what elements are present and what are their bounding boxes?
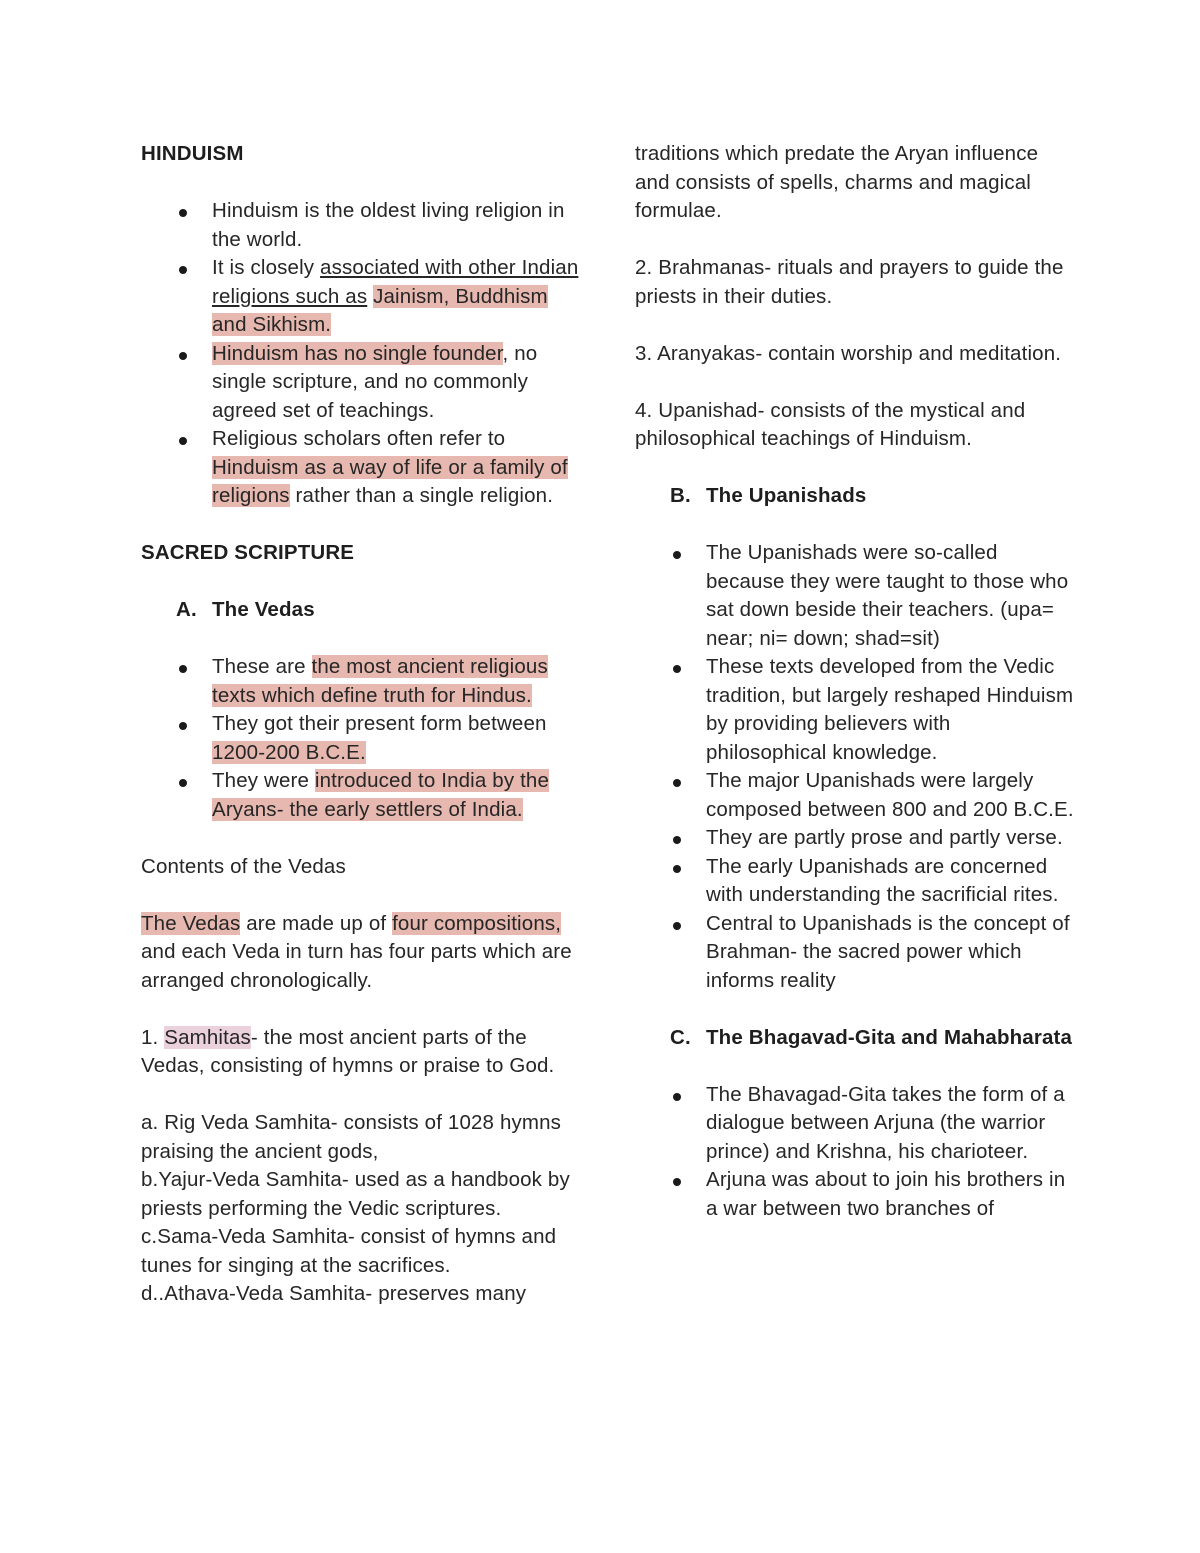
underlined-text: associated with other Indian religions such as [212, 256, 579, 308]
paragraph: 3. Aranyakas- contain worship and meditation. [635, 341, 1062, 365]
list-item: Hinduism has no single founder, no single scripture, and no commonly agreed set of teachings. [141, 340, 581, 426]
subsection-heading-bhagavad-gita: C. The Bhagavad-Gita and Mahabharata [670, 1025, 1073, 1049]
highlighted-text: the most ancient religious texts which define truth for Hindus. [212, 655, 548, 707]
paragraph-line: b.Yajur-Veda Samhita- used as a handbook by priests performing the Vedic scriptures. [141, 1168, 570, 1220]
paragraph: 2. Brahmanas- rituals and prayers to guide the priests in their duties. [635, 256, 1064, 308]
list-item: Arjuna was about to join his brothers in a war between two branches of [635, 1166, 1075, 1223]
section-title-hinduism: HINDUISM [141, 142, 244, 165]
paragraph: 1. Samhitas- the most ancient parts of the Vedas, consisting of hymns or praise to God. [141, 1025, 555, 1077]
hinduism-bullet-list [141, 197, 581, 511]
list-item: Central to Upanishads is the concept of Brahman- the sacred power which informs reality [635, 910, 1075, 996]
right-column [635, 140, 1075, 1223]
paragraph-line: a. Rig Veda Samhita- consists of 1028 hymns praising the ancient gods, [141, 1111, 562, 1163]
contents-heading: Contents of the Vedas [141, 854, 346, 878]
list-item: It is closely associated with other Indian religions such as Jainism, Buddhism and Sikhism. [141, 254, 581, 340]
paragraph-line: c.Sama-Veda Samhita- consist of hymns and tunes for singing at the sacrifices. [141, 1225, 557, 1277]
highlighted-text: 1200-200 B.C.E. [212, 740, 366, 764]
list-item: The major Upanishads were largely composed between 800 and 200 B.C.E. [635, 767, 1075, 824]
highlighted-text: Hinduism has no single founder [212, 341, 503, 365]
subsection-heading-vedas: A. The Vedas [176, 598, 315, 621]
list-item: Religious scholars often refer to Hinduism as a way of life or a family of religions rather than a single religion. [141, 425, 581, 511]
section-title-sacred-scripture: SACRED SCRIPTURE [141, 541, 355, 564]
vedas-bullet-list [141, 653, 581, 824]
paragraph: 4. Upanishad- consists of the mystical and philosophical teachings of Hinduism. [635, 398, 1026, 450]
list-item: They are partly prose and partly verse. [635, 824, 1075, 853]
gita-bullet-list [635, 1081, 1075, 1224]
paragraph-line: d..Athava-Veda Samhita- preserves many [141, 1282, 527, 1305]
list-item: They were introduced to India by the Aryans- the early settlers of India. [141, 767, 581, 824]
list-item: The Bhavagad-Gita takes the form of a dialogue between Arjuna (the warrior prince) and Krishna, his charioteer. [635, 1081, 1075, 1167]
subsection-heading-upanishads: B. The Upanishads [670, 484, 867, 507]
highlighted-text: The Vedas [141, 911, 241, 935]
paragraph: The Vedas are made up of four compositions, and each Veda in turn has four parts which are arranged chronologically. [141, 911, 572, 992]
left-column [141, 140, 581, 1309]
list-item: These are the most ancient religious texts which define truth for Hindus. [141, 653, 581, 710]
list-item: Hinduism is the oldest living religion in the world. [141, 197, 581, 254]
highlighted-text: Samhitas [164, 1025, 251, 1049]
highlighted-text: introduced to India by the Aryans- the early settlers of India. [212, 769, 550, 821]
upanishads-bullet-list [635, 539, 1075, 995]
paragraph: traditions which predate the Aryan influence and consists of spells, charms and magical formulae. [635, 142, 1039, 222]
list-item: These texts developed from the Vedic tradition, but largely reshaped Hinduism by providing believers with philosophical knowledge. [635, 653, 1075, 767]
highlighted-text: four compositions, [392, 911, 562, 935]
list-item: They got their present form between 1200-200 B.C.E. [141, 710, 581, 767]
highlighted-text: Hinduism as a way of life or a family of religions [212, 455, 568, 507]
highlighted-text: Jainism, Buddhism and Sikhism. [212, 284, 548, 336]
list-item: The early Upanishads are concerned with understanding the sacrificial rites. [635, 853, 1075, 910]
list-item: The Upanishads were so-called because they were taught to those who sat down beside their teachers. (upa= near; ni= down; shad=sit) [635, 539, 1075, 653]
